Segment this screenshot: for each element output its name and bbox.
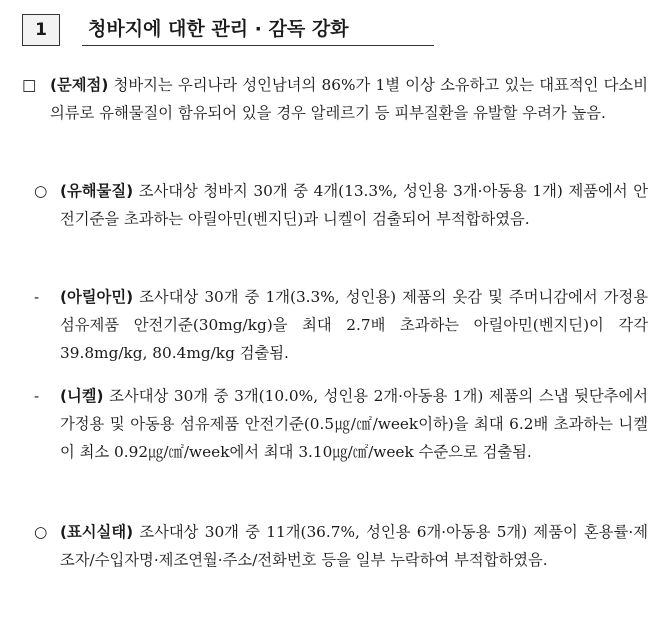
section-number: 1 [22, 14, 60, 46]
dash-bullet-icon: - [34, 387, 40, 405]
circle-bullet-icon: ○ [34, 523, 48, 541]
labeling-paragraph [60, 518, 648, 574]
problem-text: 청바지는 우리나라 성인남녀의 86%가 1별 이상 소유하고 있는 대표적인 다소비 의류로 유해물질이 함유되어 있을 경우 알레르기 등 피부질환을 유발할 우려가 높음. [50, 76, 648, 122]
dash-bullet-icon: - [34, 288, 40, 306]
harmful-substance-paragraph [60, 177, 648, 233]
arylamine-text: 조사대상 30개 중 1개(3.3%, 성인용) 제품의 옷감 및 주머니감에서 가정용 섬유제품 안전기준(30mg/kg)을 최대 2.7배 초과하는 아릴아민(벤지딘)이 각각 39.8mg/kg, 80.4mg/kg 검출됨. [60, 288, 648, 362]
harmful-substance-text: 조사대상 청바지 30개 중 4개(13.3%, 성인용 3개·아동용 1개) 제품에서 안전기준을 초과하는 아릴아민(벤지딘)과 니켈이 검출되어 부적합하였음. [60, 182, 648, 228]
square-bullet-icon: □ [22, 76, 37, 94]
nickel-text: 조사대상 30개 중 3개(10.0%, 성인용 2개·아동용 1개) 제품의 스냅 뒷단추에서 가정용 및 아동용 섬유제품 안전기준(0.5㎍/㎠/week이하)을 최대 6.2배 초과하는 니켈이 최소 0.92㎍/㎠/week에서 최대 3.10㎍/㎠/week 수준으로 검출됨. [60, 387, 648, 461]
section-header [22, 14, 434, 48]
arylamine-paragraph [60, 283, 648, 367]
labeling-label: (표시실태) [60, 523, 134, 541]
section-title: 청바지에 대한 관리 · 감독 강화 [82, 14, 434, 46]
nickel-label: (니켈) [60, 387, 104, 405]
arylamine-label: (아릴아민) [60, 288, 134, 306]
problem-paragraph [50, 71, 648, 127]
harmful-substance-label: (유해물질) [60, 182, 134, 200]
circle-bullet-icon: ○ [34, 182, 48, 200]
problem-label: (문제점) [50, 76, 109, 94]
nickel-paragraph [60, 382, 648, 466]
labeling-text: 조사대상 30개 중 11개(36.7%, 성인용 6개·아동용 5개) 제품이 혼용률·제조자/수입자명·제조연월·주소/전화번호 등을 일부 누락하여 부적합하였음. [60, 523, 648, 569]
